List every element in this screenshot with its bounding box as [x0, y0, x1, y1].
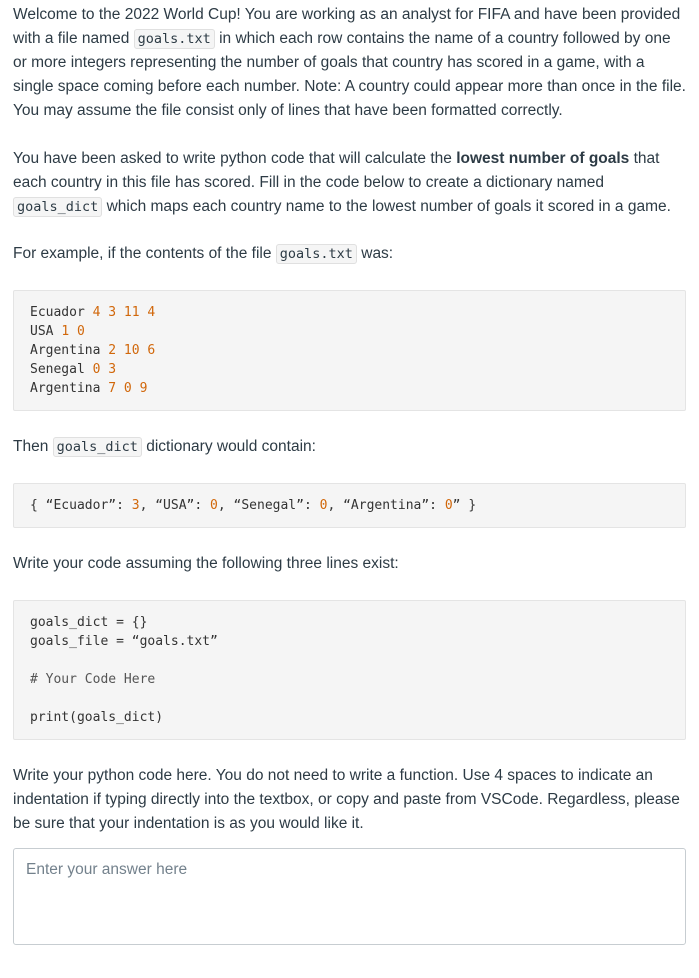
example-intro-paragraph — [13, 242, 686, 266]
task-text-3: which maps each country name to the lowest number of goals it scored in a game. — [102, 198, 671, 215]
example-file-code-block — [13, 290, 686, 411]
instructions-paragraph: Write your python code here. You do not need to write a function. Use 4 spaces to indicate an indentation if typing directly into the textbox, or copy and paste from VSCode. Regardless, please be sure that your indentation is as you would like it. — [13, 767, 680, 832]
intro-paragraph — [13, 3, 686, 123]
example-intro-text-2: was: — [356, 245, 394, 262]
example-intro-text-1: For example, if the contents of the file — [13, 245, 276, 262]
task-paragraph — [13, 147, 686, 219]
then-text-2: dictionary would contain: — [141, 438, 316, 455]
code-line: print(goals_dict) — [30, 710, 164, 725]
answer-textbox[interactable] — [13, 848, 686, 945]
code-line: USA 1 0 — [30, 324, 85, 339]
intro-text-1: Welcome to the 2022 World Cup! You are working as an analyst for FIFA and have been provided with a file named — [13, 6, 681, 47]
code-line: Senegal 0 3 — [30, 362, 117, 377]
then-paragraph — [13, 435, 686, 459]
assume-paragraph: Write your code assuming the following three lines exist: — [13, 555, 399, 572]
inline-code-filename: goals.txt — [134, 29, 215, 49]
code-comment: # Your Code Here — [30, 672, 156, 687]
intro-text-2: in which each row contains the name of a country followed by one or more integers representing the number of goals that country has scored in a game, with a single space coming before each number. Note: A country could appear more than once in the file. You may assume the file consist only of lines that have been formatted correctly. — [13, 30, 686, 119]
code-line: Ecuador 4 3 11 4 — [30, 305, 156, 320]
task-bold-text: lowest number of goals — [456, 150, 630, 167]
code-line: Argentina 7 0 9 — [30, 381, 148, 396]
inline-code-dict: goals_dict — [13, 197, 102, 217]
setup-code-block — [13, 600, 686, 740]
task-text-2: that each country in this file has scored. Fill in the code below to create a dictionary named — [13, 150, 660, 191]
dict-example-code-block: { “Ecuador”: 3, “USA”: 0, “Senegal”: 0, “Argentina”: 0” } — [13, 483, 686, 528]
code-line: goals_dict = {} — [30, 615, 148, 630]
then-text-1: Then — [13, 438, 53, 455]
inline-code-filename: goals.txt — [276, 244, 357, 264]
code-line: Argentina 2 10 6 — [30, 343, 156, 358]
code-line: goals_file = “goals.txt” — [30, 634, 218, 649]
task-text-1: You have been asked to write python code that will calculate the — [13, 150, 457, 167]
inline-code-dict: goals_dict — [53, 437, 142, 457]
